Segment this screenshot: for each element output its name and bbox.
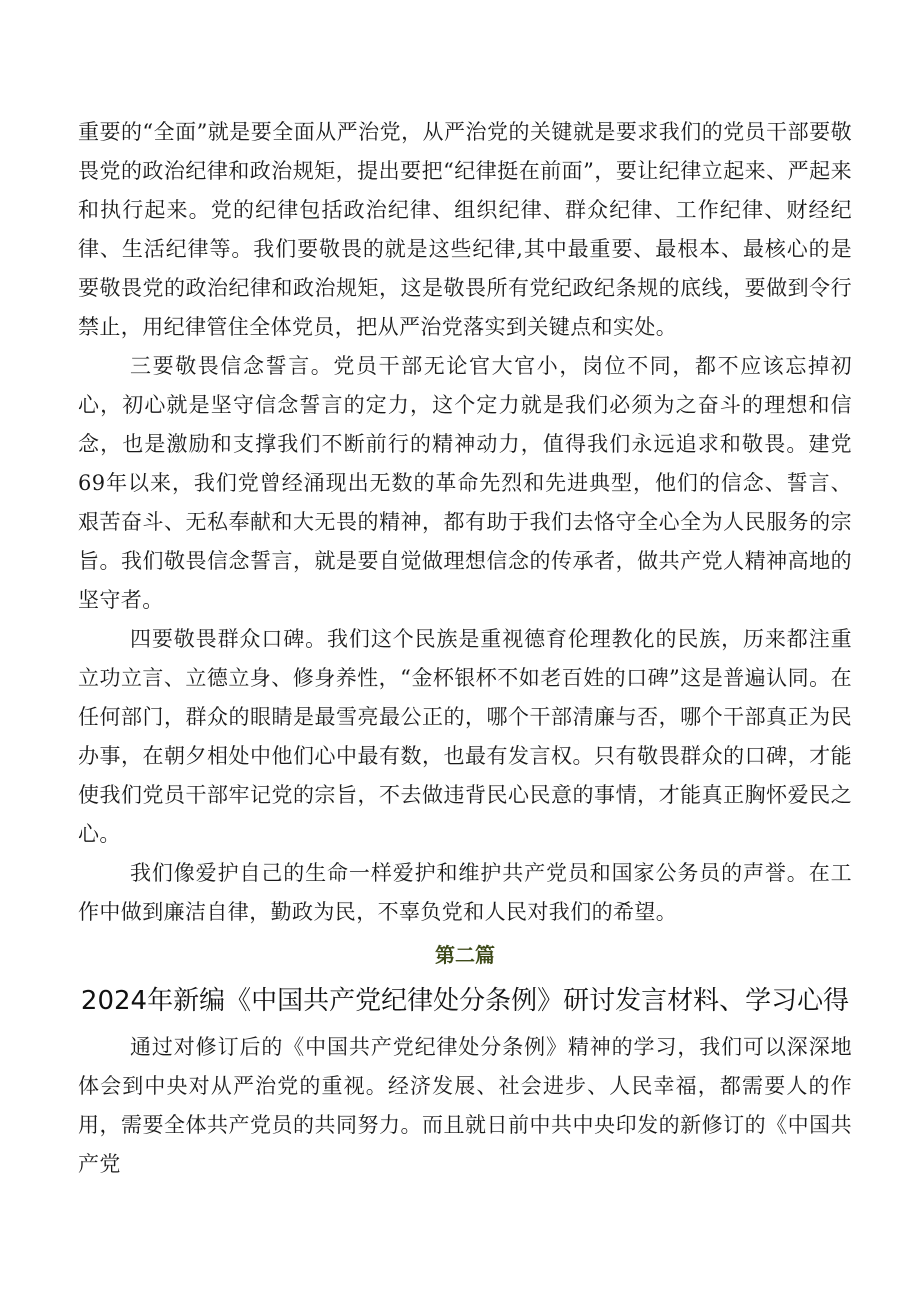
document-title: 2024年新编《中国共产党纪律处分条例》研讨发言材料、学习心得 bbox=[80, 986, 850, 1016]
paragraph-continued: 重要的“全面”就是要全面从严治党，从严治党的关键就是要求我们的党员干部要敬畏党的政治纪律和政治规矩，提出要把“纪律挺在前面”，要让纪律立起来、严起来和执行起来。党的纪律包括政治纪律、组织纪律、群众纪律、工作纪律、财经纪律、生活纪律等。我们要敬畏的就是这些纪律,其中最重要、最根本、最核心的是要敬畏党的政治纪律和政治规矩，这是敬畏所有党纪政纪条规的底线，要做到令行禁止，用纪律管住全体党员，把从严治党落实到关键点和实处。 bbox=[78, 120, 852, 339]
paragraph-conclusion: 我们像爱护自己的生命一样爱护和维护共产党员和国家公务员的声誉。在工作中做到廉洁自律，勤政为民，不辜负党和人民对我们的希望。 bbox=[78, 861, 852, 924]
paragraph-public-reputation: 四要敬畏群众口碑。我们这个民族是重视德育伦理教化的民族，历来都注重立功立言、立德立身、修身养性，“金杯银杯不如老百姓的口碑”这是普遍认同。在任何部门，群众的眼睛是最雪亮最公正的，哪个干部清廉与否，哪个干部真正为民办事，在朝夕相处中他们心中最有数，也最有发言权。只有敬畏群众的口碑，才能使我们党员干部牢记党的宗旨，不去做违背民心民意的事情，才能真正胸怀爱民之心。 bbox=[78, 627, 852, 846]
section-label: 第二篇 bbox=[435, 943, 495, 967]
document-body bbox=[78, 113, 852, 1184]
paragraph-intro: 通过对修订后的《中国共产党纪律处分条例》精神的学习，我们可以深深地体会到中央对从严治党的重视。经济发展、社会进步、人民幸福，都需要人的作用，需要全体共产党员的共同努力。而且就日前中共中央印发的新修订的《中国共产党 bbox=[78, 1035, 852, 1176]
paragraph-faith-oath: 三要敬畏信念誓言。党员干部无论官大官小，岗位不同，都不应该忘掉初心，初心就是坚守信念誓言的定力，这个定力就是我们必须为之奋斗的理想和信念，也是激励和支撑我们不断前行的精神动力，值得我们永远追求和敬畏。建党69年以来，我们党曾经涌现出无数的革命先烈和先进典型，他们的信念、誓言、艰苦奋斗、无私奉献和大无畏的精神，都有助于我们去恪守全心全为人民服务的宗旨。我们敬畏信念誓言，就是要自觉做理想信念的传承者，做共产党人精神高地的坚守者。 bbox=[78, 354, 852, 612]
